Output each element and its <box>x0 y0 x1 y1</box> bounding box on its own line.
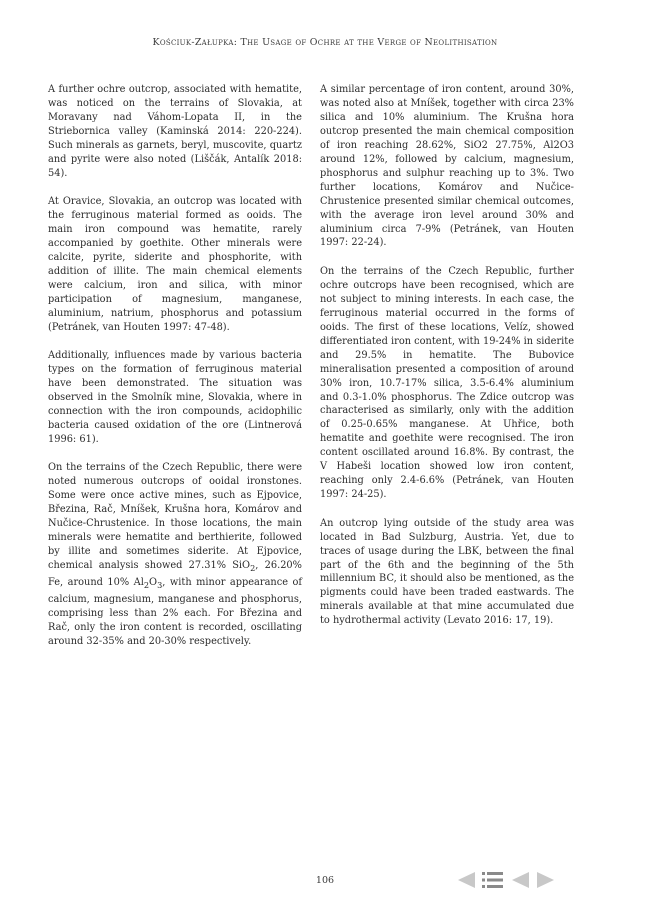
subscript: 2 <box>250 563 256 573</box>
paragraph <box>48 461 302 648</box>
back-button[interactable] <box>509 870 531 890</box>
subscript: 2 <box>143 579 150 590</box>
page-number: 106 <box>315 875 335 886</box>
paragraph: A similar percentage of iron content, around 30%, was noted also at Mníšek, together with circa 23% silica and 10% aluminium. The Krušna hora outcrop presented the main chemical composition of iron reaching 28.62%, SiO2 27.75%, Al2O3 around 12%, followed by calcium, magnesium, phosphorus and sulphur reaching up to 3%. Two further locations, Komárov and Nučice-Chrustenice presented similar chemical outcomes, with the average iron level around 30% and aluminium circa 7-9% (Petránek, van Houten 1997: 22-24). <box>320 84 574 249</box>
paragraph-text: O <box>149 576 158 588</box>
subscript: 3 <box>157 579 163 590</box>
next-page-button[interactable] <box>535 870 557 890</box>
paragraph-text: , with minor appearance of calcium, magnesium, manganese and phosphorus, comprising less than 2% each. For Březina and Rač, only the iron content is recorded, oscillating around 32-35% and 20-30% respectively. <box>48 576 302 647</box>
paragraph-text: On the terrains of the Czech Republic, there were noted numerous outcrops of ooidal ironstones. Some were once active mines, such as Ejpovice, Březina, Rač, Mníšek, Krušna hora, Komárov and Nučice-Chrustenice. In those locations, the main minerals were hematite and berthierite, followed by illite and sometimes siderite. At Ejpovice, chemical analysis showed 27.31% SiO <box>48 462 302 572</box>
table-of-contents-button[interactable] <box>481 870 505 890</box>
paragraph: Additionally, influences made by various bacteria types on the formation of ferruginous material have been demonstrated. The situation was observed in the Smolník mine, Slovakia, where in connection with the iron compounds, acidophilic bacteria caused oxidation of the ore (Lintnerová 1996: 61). <box>48 350 302 445</box>
paragraph: A further ochre outcrop, associated with hematite, was noticed on the terrains of Slovakia, at Moravany nad Váhom-Lopata II, in the Striebornica valley (Kaminská 2014: 220-224). Such minerals as garnets, beryl, muscovite, quartz and pyrite were also noted (Liščák, Antalík 2018: 54). <box>48 84 302 179</box>
arrow-right-icon <box>535 870 557 890</box>
page-navigation <box>455 868 557 892</box>
arrow-left-icon <box>455 870 477 890</box>
running-head: Kościuk-Załupka: The Usage of Ochre at the Verge of Neolithisation <box>152 37 498 48</box>
paragraph-text: , 26.20% Fe, around 10% Al <box>48 560 302 588</box>
right-column <box>320 83 574 643</box>
left-column <box>48 83 302 663</box>
previous-page-button[interactable] <box>455 870 477 890</box>
paragraph: At Oravice, Slovakia, an outcrop was located with the ferruginous material formed as ooids. The main iron compound was hematite, rarely accompanied by goethite. Other minerals were calcite, pyrite, siderite and phosphorite, with addition of illite. The main chemical elements were calcium, iron and silica, with minor participation of magnesium, manganese, aluminium, natrium, phosphorus and potassium (Petránek, van Houten 1997: 47-48). <box>48 196 302 333</box>
paragraph: An outcrop lying outside of the study area was located in Bad Sulzburg, Austria. Yet, due to traces of usage during the LBK, between the final part of the 6th and the beginning of the 5th millennium BC, it should also be mentioned, as the pigments could have been traded eastwards. The minerals available at that mine accumulated due to hydrothermal activity (Levato 2016: 17, 19). <box>320 517 574 627</box>
arrow-left-icon <box>509 870 531 890</box>
list-menu-icon <box>481 870 505 890</box>
paragraph: On the terrains of the Czech Republic, further ochre outcrops have been recognised, which are not subject to mining interests. In each case, the ferruginous material occurred in the forms of ooids. The first of these locations, Velíz, showed differentiated iron content, with 19-24% in siderite and 29.5% in hematite. The Bubovice mineralisation presented a composition of around 30% iron, 10.7-17% silica, 3.5-6.4% aluminium and 0.3-1.0% phosphorus. The Zdice outcrop was characterised as similarly, only with the addition of 0.25-0.65% manganese. At Uhřice, both hematite and goethite were recognised. The iron content oscillated around 16.8%. By contrast, the V Habeši location showed low iron content, reaching only 2.4-6.6% (Petránek, van Houten 1997: 24-25). <box>320 265 574 501</box>
